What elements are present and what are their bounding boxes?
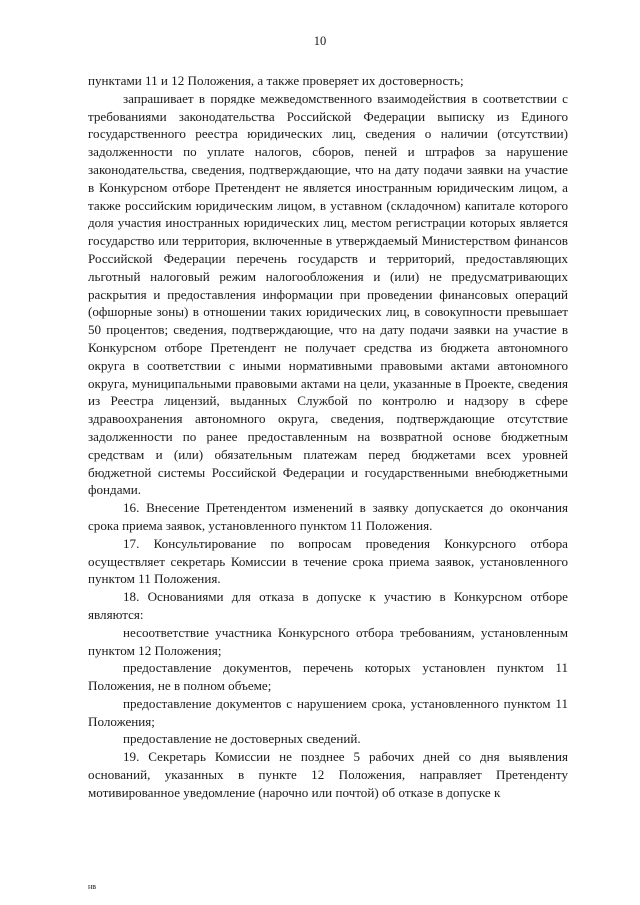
paragraph: 16. Внесение Претендентом изменений в заявку допускается до окончания срока приема заявок, установленного пунктом 11 Положения. (88, 500, 568, 533)
page-number: 10 (313, 34, 327, 48)
paragraph: 18. Основаниями для отказа в допуске к участию в Конкурсном отборе являются: (88, 589, 568, 622)
paragraph: запрашивает в порядке межведомственного взаимодействия в соответствии с требованиями законодательства Российской Федерации выписку из Единого государственного реестра юридических лиц, сведения о наличии (отсутствии) задолженности по уплате налогов, сборов, пеней и штрафов за нарушение законодательства, сведения, подтверждающие, что на дату подачи заявки на участие в Конкурсном отборе Претендент не является иностранным юридическим лицом, а также российским юридическим лицом, в уставном (складочном) капитале которого доля участия иностранных юридических лиц, местом регистрации которых является государство или территория, включенные в утверждаемый Министерством финансов Российской Федерации перечень государств и территорий, предоставляющих льготный налоговый режим налогообложения и (или) не предусматривающих раскрытия и предоставления информации при проведении финансовых операций (офшорные зоны) в отношении таких юридических лиц, в совокупности превышает 50 процентов; сведения, подтверждающие, что на дату подачи заявки на участие в Конкурсном отборе Претендент не получает средства из бюджета автономного округа в соответствии с иными нормативными правовыми актами автономного округа, муниципальными правовыми актами на цели, указанные в Проекте, сведения из Реестра лицензий, выданных Службой по контролю и надзору в сфере здравоохранения автономного округа, сведения, подтверждающие отсутствие задолженности по ранее предоставленным на возвратной основе бюджетным средствам и (или) обязательным платежам перед бюджетами всех уровней бюджетной системы Российской Федерации и государственными внебюджетными фондами. (88, 90, 568, 498)
paragraph: 17. Консультирование по вопросам проведения Конкурсного отбора осуществляет секретарь Комиссии в течение срока приема заявок, установленного пунктом 11 Положения. (88, 535, 568, 587)
document-body (88, 72, 568, 802)
footer-mark: нв (88, 882, 97, 891)
paragraph: несоответствие участника Конкурсного отбора требованиям, установленным пунктом 12 Положения; (88, 624, 568, 658)
paragraph: предоставление документов, перечень которых установлен пунктом 11 Положения, не в полном объеме; (88, 660, 568, 694)
paragraph: предоставление не достоверных сведений. (123, 731, 361, 747)
paragraph: предоставление документов с нарушением срока, установленного пунктом 11 Положения; (88, 695, 568, 729)
paragraph: 19. Секретарь Комиссии не позднее 5 рабочих дней со дня выявления оснований, указанных в пункте 12 Положения, направляет Претенденту мотивированное уведомление (нарочно или почтой) об отказе в допуске к (88, 749, 568, 800)
paragraph: пунктами 11 и 12 Положения, а также проверяет их достоверность; (88, 73, 464, 88)
